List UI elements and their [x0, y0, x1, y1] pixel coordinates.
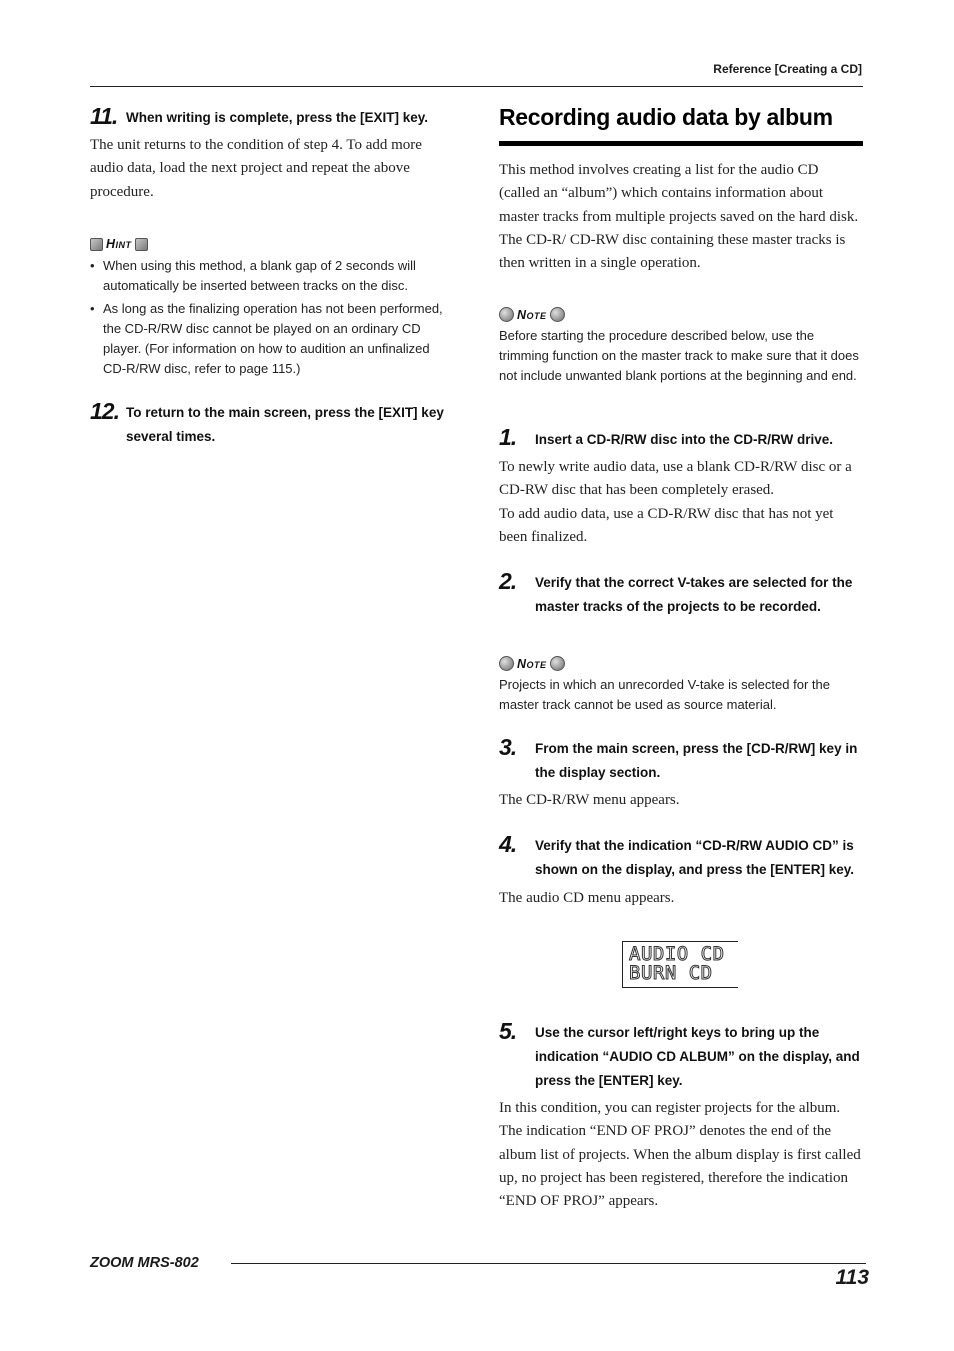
- step-5-instruction: Use the cursor left/right keys to bring up the indication “AUDIO CD ALBUM” on the display, and press the [ENTER] key.: [535, 1025, 860, 1088]
- section-title: Recording audio data by album: [499, 104, 833, 130]
- header-rule: [90, 86, 863, 87]
- lcd-line-2: BURN CD: [629, 962, 713, 984]
- step-5-number: 5.: [499, 1018, 517, 1044]
- step-1-body-1: To newly write audio data, use a blank CD-R/RW disc or a CD-RW disc that has been completely erased.: [499, 459, 852, 499]
- note-2-text: Projects in which an unrecorded V-take is selected for the master track cannot be used as source material.: [499, 677, 830, 712]
- step-4-number: 4.: [499, 831, 517, 857]
- step-1-body-2: To add audio data, use a CD-R/RW disc that has not yet been finalized.: [499, 506, 834, 546]
- lcd-display: [622, 941, 738, 988]
- section-intro: This method involves creating a list for the audio CD (called an “album”) which contains information about master tracks from multiple projects saved on the hard disk. The CD-R/ CD-RW disc containing these master tracks is then written in a single operation.: [499, 162, 859, 272]
- hint-list: [90, 256, 455, 382]
- note-right-circle-icon: [550, 307, 565, 322]
- note-left-circle-icon: [499, 656, 514, 671]
- step-3-instruction: From the main screen, press the [CD-R/RW] key in the display section.: [535, 741, 858, 780]
- step-3-number: 3.: [499, 734, 517, 760]
- note-label-1: Note: [517, 307, 547, 322]
- step-3-body: The CD-R/RW menu appears.: [499, 792, 680, 808]
- step-2-number: 2.: [499, 568, 517, 594]
- hint-right-square-icon: [135, 238, 148, 251]
- step-1-instruction: Insert a CD-R/RW disc into the CD-R/RW drive.: [535, 432, 834, 447]
- step-11-number: 11.: [90, 103, 118, 129]
- note-left-circle-icon: [499, 307, 514, 322]
- hint-bullet-2: • As long as the finalizing operation has not been performed, the CD-R/RW disc cannot be played on an ordinary CD player. (For information on how to audition an unfinalized CD-R/RW disc, refer to page 115.): [90, 299, 455, 379]
- section-title-rule: [499, 141, 863, 146]
- step-4-body: The audio CD menu appears.: [499, 890, 675, 906]
- note-label-2: Note: [517, 656, 547, 671]
- step-5-body: In this condition, you can register projects for the album. The indication “END OF PROJ” denotes the end of the album list of projects. When the album display is first called up, no project has been registered, therefore the indication “END OF PROJ” appears.: [499, 1100, 861, 1210]
- step-2-instruction: Verify that the correct V-takes are selected for the master tracks of the projects to be recorded.: [535, 575, 853, 614]
- step-12-instruction: To return to the main screen, press the [EXIT] key several times.: [126, 405, 444, 444]
- note-right-circle-icon: [550, 656, 565, 671]
- step-4-instruction: Verify that the indication “CD-R/RW AUDIO CD” is shown on the display, and press the [ENTER] key.: [535, 838, 855, 877]
- lcd-line-1: AUDIO CD: [629, 943, 725, 965]
- running-header: Reference [Creating a CD]: [713, 62, 862, 76]
- footer-model-name: ZOOM MRS-802: [90, 1255, 199, 1271]
- hint-label: Hint: [106, 237, 132, 251]
- page-number: 113: [835, 1266, 869, 1289]
- hint-bullet-1: • When using this method, a blank gap of 2 seconds will automatically be inserted between tracks on the disc.: [90, 256, 455, 296]
- note-badge-2: [499, 656, 565, 671]
- step-12-number: 12.: [90, 398, 119, 424]
- step-11-body: The unit returns to the condition of step 4. To add more audio data, load the next project and repeat the above procedure.: [90, 137, 422, 200]
- hint-left-square-icon: [90, 238, 103, 251]
- note-badge-1: [499, 307, 565, 322]
- footer-rule: [231, 1263, 866, 1264]
- hint-badge: [90, 237, 148, 251]
- note-1-text: Before starting the procedure described below, use the trimming function on the master track to make sure that it does not include unwanted blank portions at the beginning and end.: [499, 328, 859, 383]
- step-1-number: 1.: [499, 424, 517, 450]
- step-11-instruction: When writing is complete, press the [EXIT] key.: [126, 110, 429, 125]
